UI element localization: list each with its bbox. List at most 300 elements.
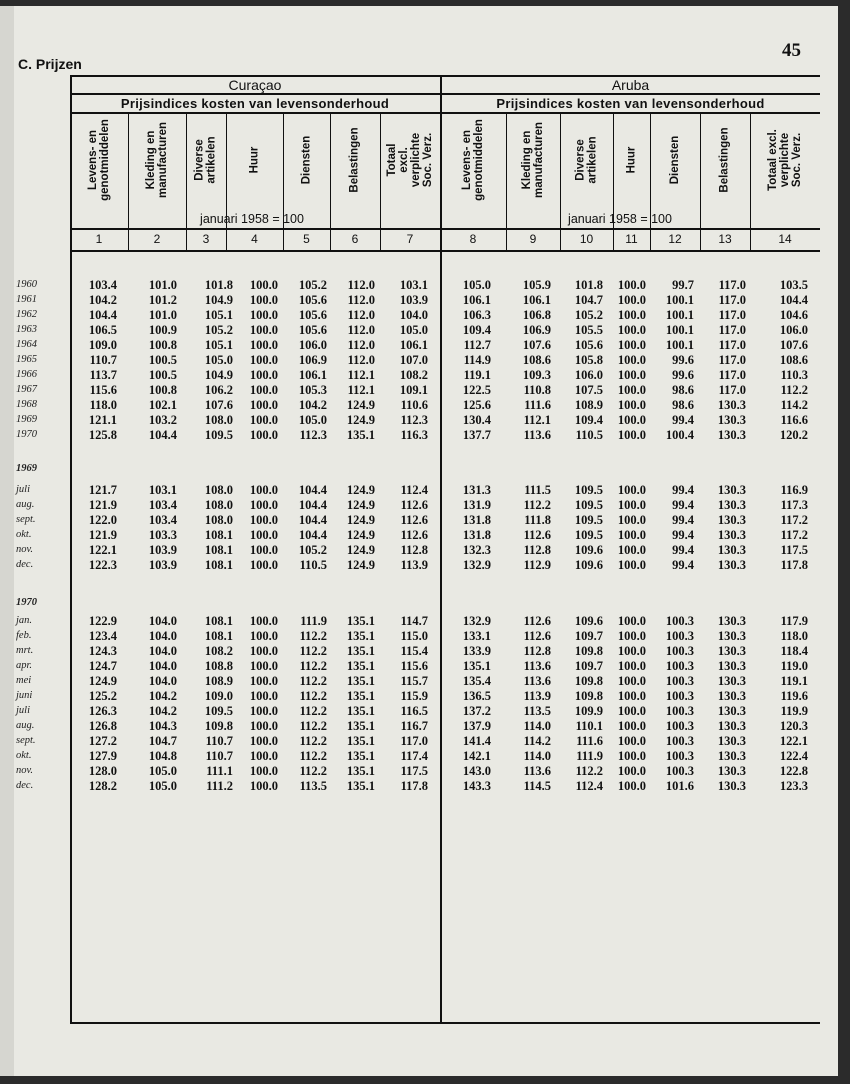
table-cell: 112.3 [400, 413, 428, 427]
table-cell: 113.7 [89, 368, 117, 382]
table-cell: 132.3 [462, 543, 491, 557]
table-cell: 135.1 [346, 704, 375, 718]
table-cell: 106.0 [298, 338, 327, 352]
table-cell: 123.3 [779, 779, 808, 793]
table-cell: 104.0 [399, 308, 428, 322]
table-cell: 135.1 [346, 659, 375, 673]
table-cell: 100.0 [617, 779, 646, 793]
curacao-base-period: januari 1958 = 100 [200, 212, 304, 226]
table-cell: 117.0 [718, 293, 746, 307]
table-cell: 104.0 [148, 659, 177, 673]
row-label: 1960 [16, 279, 37, 290]
table-cell: 100.0 [249, 528, 278, 542]
table-cell: 101.8 [204, 278, 233, 292]
table-cell: 100.0 [249, 779, 278, 793]
table-cell: 100.3 [665, 674, 694, 688]
table-cell: 102.1 [148, 398, 177, 412]
table-cell: 117.5 [400, 764, 428, 778]
table-cell: 100.0 [617, 749, 646, 763]
table-cell: 111.5 [524, 483, 551, 497]
table-cell: 100.0 [617, 293, 646, 307]
table-cell: 116.7 [400, 719, 428, 733]
table-cell: 113.5 [523, 704, 551, 718]
row-label: aug. [16, 499, 35, 510]
table-cell: 98.6 [672, 398, 694, 412]
table-cell: 99.4 [672, 413, 694, 427]
table-cell: 100.1 [665, 293, 694, 307]
table-cell: 108.6 [522, 353, 551, 367]
table-cell: 101.0 [148, 278, 177, 292]
column-header-label: Levens- en genotmiddelen [461, 119, 485, 201]
table-cell: 113.6 [523, 428, 551, 442]
table-cell: 122.1 [779, 734, 808, 748]
table-cell: 122.1 [88, 543, 117, 557]
table-cell: 117.0 [718, 323, 746, 337]
table-cell: 100.0 [617, 629, 646, 643]
table-cell: 116.6 [780, 413, 808, 427]
table-cell: 100.0 [617, 528, 646, 542]
table-bottom-rule [70, 1022, 820, 1024]
table-cell: 100.3 [665, 734, 694, 748]
column-header-label: Huur [625, 146, 638, 174]
table-cell: 114.0 [523, 749, 551, 763]
table-cell: 104.0 [148, 674, 177, 688]
table-cell: 103.4 [148, 513, 177, 527]
column-header [186, 112, 226, 208]
table-cell: 113.6 [523, 674, 551, 688]
table-cell: 130.3 [717, 734, 746, 748]
table-cell: 100.0 [249, 338, 278, 352]
table-cell: 124.9 [346, 558, 375, 572]
table-cell: 126.8 [88, 719, 117, 733]
table-cell: 100.1 [665, 308, 694, 322]
aruba-base-period: januari 1958 = 100 [568, 212, 672, 226]
table-cell: 103.4 [88, 278, 117, 292]
table-cell: 100.0 [249, 659, 278, 673]
table-cell: 109.6 [574, 558, 603, 572]
table-cell: 120.3 [779, 719, 808, 733]
table-left-rule [70, 75, 72, 1023]
table-cell: 112.6 [523, 614, 551, 628]
table-cell: 100.0 [617, 734, 646, 748]
table-cell: 109.7 [574, 629, 603, 643]
table-cell: 103.4 [148, 498, 177, 512]
table-cell: 130.3 [717, 558, 746, 572]
column-header [440, 112, 506, 208]
table-cell: 113.5 [299, 779, 327, 793]
table-cell: 100.0 [249, 764, 278, 778]
table-cell: 100.0 [617, 308, 646, 322]
table-cell: 117.8 [780, 558, 808, 572]
table-cell: 128.2 [88, 779, 117, 793]
table-cell: 117.0 [718, 278, 746, 292]
column-number: 12 [668, 232, 682, 246]
row-label: juli [16, 484, 31, 495]
table-cell: 100.0 [617, 278, 646, 292]
table-cell: 137.9 [462, 719, 491, 733]
table-cell: 110.7 [89, 353, 117, 367]
column-number: 5 [303, 232, 310, 246]
table-cell: 100.0 [249, 704, 278, 718]
table-cell: 105.1 [204, 338, 233, 352]
table-cell: 121.9 [88, 498, 117, 512]
table-cell: 135.1 [346, 719, 375, 733]
table-cell: 111.9 [576, 749, 603, 763]
table-cell: 130.3 [717, 689, 746, 703]
table-cell: 106.0 [779, 323, 808, 337]
table-cell: 117.0 [718, 308, 746, 322]
table-cell: 112.2 [299, 749, 327, 763]
table-cell: 106.1 [399, 338, 428, 352]
table-cell: 105.6 [298, 308, 327, 322]
table-cell: 105.0 [148, 764, 177, 778]
table-cell: 108.2 [399, 368, 428, 382]
table-cell: 100.0 [249, 629, 278, 643]
row-label: nov. [16, 765, 34, 776]
table-cell: 133.1 [462, 629, 491, 643]
table-cell: 120.2 [779, 428, 808, 442]
table-cell: 105.9 [522, 278, 551, 292]
table-cell: 122.9 [88, 614, 117, 628]
table-cell: 109.4 [462, 323, 491, 337]
table-cell: 109.3 [522, 368, 551, 382]
table-cell: 99.6 [672, 353, 694, 367]
table-cell: 117.4 [400, 749, 428, 763]
table-cell: 108.6 [779, 353, 808, 367]
table-cell: 100.0 [249, 644, 278, 658]
table-cell: 121.7 [88, 483, 117, 497]
table-cell: 112.2 [575, 764, 603, 778]
table-cell: 124.9 [346, 398, 375, 412]
table-cell: 111.8 [524, 513, 551, 527]
table-cell: 109.5 [574, 483, 603, 497]
table-cell: 115.6 [400, 659, 428, 673]
table-cell: 105.2 [298, 543, 327, 557]
table-cell: 130.3 [717, 764, 746, 778]
table-cell: 112.1 [347, 383, 375, 397]
table-cell: 123.4 [88, 629, 117, 643]
table-cell: 112.2 [299, 659, 327, 673]
table-cell: 100.0 [617, 368, 646, 382]
table-cell: 101.8 [574, 278, 603, 292]
column-header [330, 112, 380, 208]
table-cell: 108.1 [204, 558, 233, 572]
table-cell: 105.6 [298, 323, 327, 337]
table-cell: 107.6 [779, 338, 808, 352]
table-cell: 114.2 [780, 398, 808, 412]
column-header [700, 112, 750, 208]
table-cell: 104.2 [298, 398, 327, 412]
table-cell: 124.9 [88, 674, 117, 688]
section-title: C. Prijzen [18, 56, 82, 72]
table-cell: 109.5 [204, 704, 233, 718]
row-label: juli [16, 705, 31, 716]
table-cell: 103.5 [779, 278, 808, 292]
table-cell: 101.2 [148, 293, 177, 307]
row-label: 1962 [16, 309, 37, 320]
column-header [70, 112, 128, 208]
table-cell: 109.4 [574, 413, 603, 427]
table-cell: 112.2 [299, 644, 327, 658]
table-cell: 117.3 [780, 498, 808, 512]
table-cell: 112.0 [347, 338, 375, 352]
table-cell: 104.4 [298, 513, 327, 527]
table-cell: 100.0 [249, 543, 278, 557]
table-cell: 131.9 [462, 498, 491, 512]
table-cell: 112.1 [347, 368, 375, 382]
table-cell: 101.6 [665, 779, 694, 793]
table-cell: 137.7 [462, 428, 491, 442]
row-label: dec. [16, 780, 34, 791]
table-cell: 100.0 [617, 659, 646, 673]
table-cell: 106.2 [204, 383, 233, 397]
colnum-rule [70, 250, 820, 252]
row-label: 1966 [16, 369, 37, 380]
table-cell: 130.3 [717, 498, 746, 512]
table-cell: 112.2 [780, 383, 808, 397]
table-cell: 112.7 [463, 338, 491, 352]
table-cell: 107.6 [204, 398, 233, 412]
table-cell: 130.3 [717, 779, 746, 793]
table-cell: 116.3 [400, 428, 428, 442]
table-cell: 112.6 [400, 498, 428, 512]
table-cell: 132.9 [462, 614, 491, 628]
table-cell: 118.4 [780, 644, 808, 658]
table-cell: 114.5 [523, 779, 551, 793]
table-cell: 100.3 [665, 764, 694, 778]
table-cell: 109.5 [204, 428, 233, 442]
table-cell: 110.7 [205, 734, 233, 748]
table-cell: 116.9 [780, 483, 808, 497]
column-header-label: Diensten [669, 135, 681, 185]
table-cell: 109.8 [204, 719, 233, 733]
table-cell: 100.0 [249, 749, 278, 763]
table-cell: 106.9 [522, 323, 551, 337]
table-cell: 100.0 [249, 368, 278, 382]
row-label: mei [16, 675, 32, 686]
table-cell: 104.7 [148, 734, 177, 748]
table-cell: 99.4 [672, 558, 694, 572]
table-cell: 135.1 [346, 764, 375, 778]
table-cell: 109.6 [574, 614, 603, 628]
table-cell: 130.3 [717, 543, 746, 557]
table-cell: 125.8 [88, 428, 117, 442]
table-cell: 100.0 [249, 278, 278, 292]
column-header-label: Belastingen [719, 127, 731, 193]
table-cell: 130.4 [462, 413, 491, 427]
table-cell: 105.3 [298, 383, 327, 397]
table-cell: 104.3 [148, 719, 177, 733]
table-cell: 112.3 [299, 428, 327, 442]
table-cell: 100.0 [617, 558, 646, 572]
table-cell: 105.2 [204, 323, 233, 337]
table-cell: 100.3 [665, 719, 694, 733]
table-cell: 118.0 [780, 629, 808, 643]
table-cell: 100.5 [148, 353, 177, 367]
table-cell: 121.1 [88, 413, 117, 427]
table-cell: 115.4 [400, 644, 428, 658]
table-cell: 105.2 [574, 308, 603, 322]
table-cell: 105.5 [574, 323, 603, 337]
table-cell: 107.0 [399, 353, 428, 367]
table-cell: 135.1 [346, 779, 375, 793]
row-label: feb. [16, 630, 32, 641]
aruba-heading: Aruba [611, 77, 650, 93]
column-number: 7 [406, 232, 414, 246]
table-cell: 100.3 [665, 614, 694, 628]
table-cell: 103.9 [148, 543, 177, 557]
column-header [506, 112, 560, 208]
table-cell: 135.1 [346, 644, 375, 658]
row-label: 1963 [16, 324, 37, 335]
table-cell: 100.0 [249, 513, 278, 527]
column-header [128, 112, 186, 208]
table-cell: 117.0 [718, 353, 746, 367]
table-cell: 105.0 [399, 323, 428, 337]
table-cell: 104.9 [204, 368, 233, 382]
table-cell: 130.3 [717, 428, 746, 442]
table-cell: 108.0 [204, 483, 233, 497]
table-cell: 143.0 [462, 764, 491, 778]
table-cell: 112.6 [523, 528, 551, 542]
table-cell: 109.8 [574, 689, 603, 703]
table-cell: 112.2 [299, 734, 327, 748]
table-cell: 112.0 [347, 308, 375, 322]
table-cell: 135.1 [462, 659, 491, 673]
table-cell: 100.0 [249, 398, 278, 412]
group-divider [440, 75, 442, 1023]
row-label: dec. [16, 559, 34, 570]
table-cell: 135.4 [462, 674, 491, 688]
row-label: juni [16, 690, 33, 701]
table-cell: 100.4 [665, 428, 694, 442]
table-cell: 99.7 [672, 278, 694, 292]
table-cell: 100.0 [249, 413, 278, 427]
column-number: 4 [251, 232, 258, 246]
table-cell: 110.1 [575, 719, 603, 733]
column-header [750, 112, 820, 208]
table-cell: 100.0 [249, 323, 278, 337]
table-cell: 113.9 [523, 689, 551, 703]
table-cell: 106.0 [574, 368, 603, 382]
table-cell: 104.0 [148, 614, 177, 628]
column-number: 9 [529, 232, 537, 246]
table-cell: 130.3 [717, 644, 746, 658]
table-cell: 127.2 [88, 734, 117, 748]
column-header-label: Totaal excl. verplichte Soc. Verz. [767, 129, 803, 191]
table-cell: 100.0 [249, 498, 278, 512]
table-cell: 112.0 [347, 323, 375, 337]
column-number: 6 [351, 232, 359, 246]
table-cell: 104.2 [148, 704, 177, 718]
row-label: 1970 [16, 429, 37, 440]
table-cell: 124.9 [346, 413, 375, 427]
table-cell: 100.0 [617, 719, 646, 733]
table-cell: 108.1 [204, 528, 233, 542]
table-cell: 100.0 [249, 483, 278, 497]
table-cell: 100.8 [148, 338, 177, 352]
table-cell: 106.3 [462, 308, 491, 322]
table-cell: 109.1 [399, 383, 428, 397]
table-cell: 100.3 [665, 689, 694, 703]
row-label: okt. [16, 529, 32, 540]
row-label: sept. [16, 514, 36, 525]
table-cell: 101.0 [148, 308, 177, 322]
table-cell: 107.6 [522, 338, 551, 352]
table-cell: 99.4 [672, 498, 694, 512]
table-cell: 131.3 [462, 483, 491, 497]
table-cell: 130.3 [717, 674, 746, 688]
table-cell: 111.6 [576, 734, 603, 748]
table-cell: 114.2 [523, 734, 551, 748]
column-number: 8 [469, 232, 477, 246]
table-cell: 113.9 [400, 558, 428, 572]
table-cell: 115.9 [400, 689, 428, 703]
table-cell: 105.6 [298, 293, 327, 307]
table-cell: 112.2 [299, 764, 327, 778]
table-cell: 117.0 [718, 368, 746, 382]
table-cell: 104.8 [148, 749, 177, 763]
table-cell: 112.6 [523, 629, 551, 643]
table-cell: 122.8 [779, 764, 808, 778]
table-cell: 109.9 [574, 704, 603, 718]
table-cell: 130.3 [717, 513, 746, 527]
table-cell: 130.3 [717, 413, 746, 427]
table-cell: 112.2 [299, 689, 327, 703]
table-cell: 103.9 [148, 558, 177, 572]
table-cell: 100.9 [148, 323, 177, 337]
column-number: 3 [202, 232, 210, 246]
table-cell: 130.3 [717, 704, 746, 718]
table-cell: 105.6 [574, 338, 603, 352]
table-cell: 124.7 [88, 659, 117, 673]
table-cell: 100.3 [665, 629, 694, 643]
table-cell: 108.1 [204, 629, 233, 643]
table-cell: 130.3 [717, 483, 746, 497]
table-cell: 115.6 [89, 383, 117, 397]
table-cell: 100.0 [249, 558, 278, 572]
table-cell: 100.0 [249, 614, 278, 628]
table-cell: 109.5 [574, 528, 603, 542]
base-rule [70, 228, 820, 230]
table-cell: 100.0 [617, 674, 646, 688]
table-cell: 119.0 [780, 659, 808, 673]
table-cell: 130.3 [717, 614, 746, 628]
table-cell: 122.3 [88, 558, 117, 572]
column-header-label: Diensten [300, 135, 313, 185]
row-label: aug. [16, 720, 35, 731]
table-cell: 117.0 [718, 383, 746, 397]
table-cell: 104.4 [88, 308, 117, 322]
table-cell: 117.8 [400, 779, 428, 793]
table-cell: 100.8 [148, 383, 177, 397]
table-cell: 99.4 [672, 543, 694, 557]
table-cell: 143.3 [462, 779, 491, 793]
table-cell: 100.0 [617, 764, 646, 778]
column-header [613, 112, 650, 208]
table-cell: 127.9 [88, 749, 117, 763]
table-cell: 100.0 [617, 644, 646, 658]
table-cell: 118.0 [89, 398, 117, 412]
table-cell: 113.6 [523, 659, 551, 673]
row-label: 1969 [16, 414, 37, 425]
table-cell: 124.9 [346, 528, 375, 542]
table-cell: 113.6 [523, 764, 551, 778]
table-cell: 109.5 [574, 513, 603, 527]
table-cell: 110.5 [575, 428, 603, 442]
table-cell: 100.0 [617, 483, 646, 497]
row-label: 1961 [16, 294, 37, 305]
